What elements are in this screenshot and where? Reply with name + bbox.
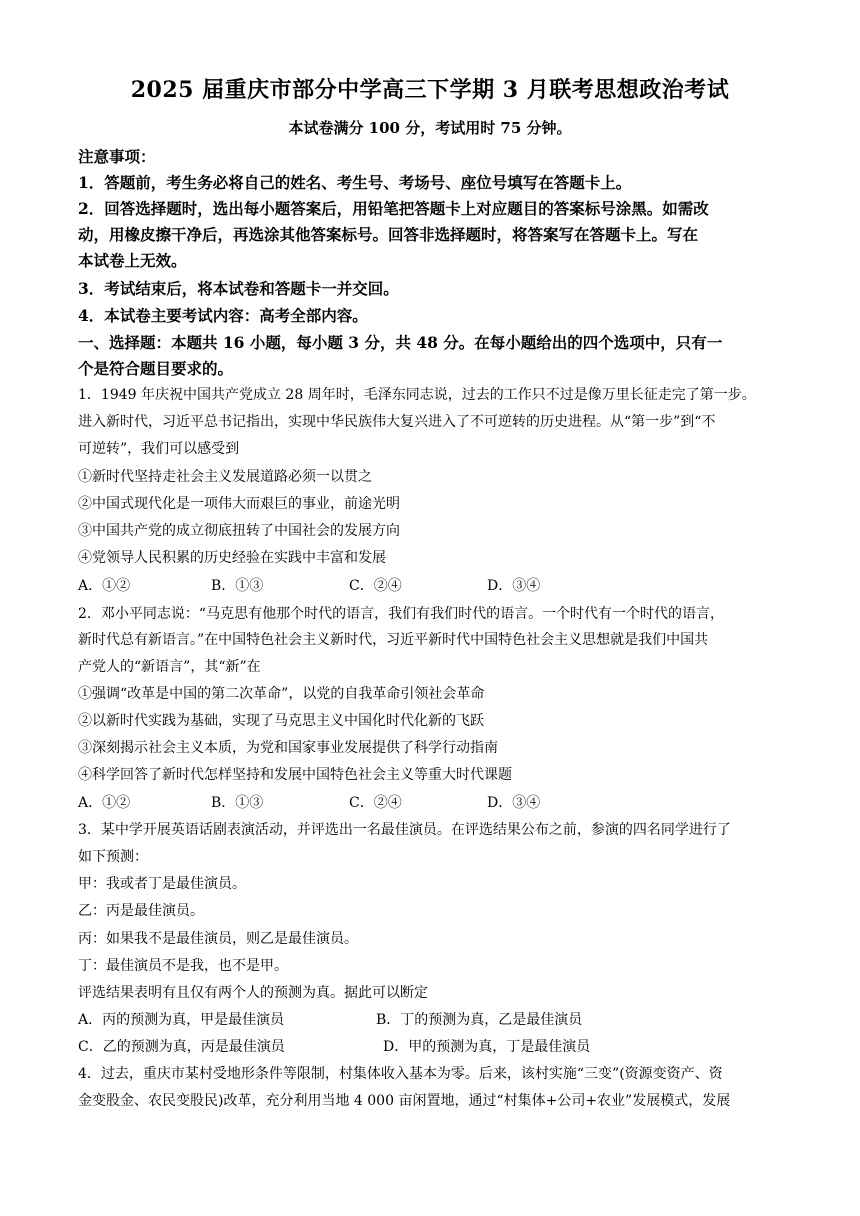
q2-option-a[interactable]: A．①② [78,795,131,811]
q1-stem-line-2: 进入新时代，习近平总书记指出，实现中华民族伟大复兴进入了不可逆转的历史进程。从“第一步”到“不 [78,414,716,430]
q2-stem-line-3: 产党人的“新语言”，其“新”在 [78,659,261,675]
q3-prediction-bing: 丙：如果我不是最佳演员，则乙是最佳演员。 [78,931,358,947]
section-heading-line-1: 一、选择题：本题共 16 小题，每小题 3 分，共 48 分。在每小题给出的四个选项中，只有一 [78,333,723,352]
q3-option-d[interactable]: D．甲的预测为真，丁是最佳演员 [383,1039,591,1055]
q2-statement-4: ④科学回答了新时代怎样坚持和发展中国特色社会主义等重大时代课题 [78,767,512,783]
q1-statement-1: ①新时代坚持走社会主义发展道路必须一以贯之 [78,469,372,485]
q2-stem-line-2: 新时代总有新语言。”在中国特色社会主义新时代，习近平新时代中国特色社会主义思想就是我们中国共 [78,632,709,648]
notice-item-3: 3．考试结束后，将本试卷和答题卡一并交回。 [78,279,399,298]
q2-stem-line-1: 2．邓小平同志说：“马克思有他那个时代的语言，我们有我们时代的语言。一个时代有一个时代的语言， [78,606,725,622]
notice-item-4: 4．本试卷主要考试内容：高考全部内容。 [78,306,368,325]
q1-option-d[interactable]: D．③④ [487,578,541,594]
notice-item-2-line-1: 2．回答选择题时，选出每小题答案后，用铅笔把答题卡上对应题目的答案标号涂黑。如需改 [78,199,709,218]
q3-stem-line-2: 如下预测： [78,849,148,865]
q4-stem-line-1: 4．过去，重庆市某村受地形条件等限制，村集体收入基本为零。后来，该村实施“三变”(资源变资产、资 [78,1066,723,1082]
exam-subtitle: 本试卷满分 100 分，考试用时 75 分钟。 [288,119,572,137]
section-heading-line-2: 个是符合题目要求的。 [78,359,234,378]
q1-statement-4: ④党领导人民积累的历史经验在实践中丰富和发展 [78,550,386,566]
q3-prediction-ding: 丁：最佳演员不是我，也不是甲。 [78,958,288,974]
exam-title: 2025 届重庆市部分中学高三下学期 3 月联考思想政治考试 [130,77,730,103]
q1-option-b[interactable]: B．①③ [211,578,264,594]
notice-heading: 注意事项： [78,147,156,166]
q3-stem-line-1: 3．某中学开展英语话剧表演活动，并评选出一名最佳演员。在评选结果公布之前，参演的四名同学进行了 [78,822,731,838]
q1-option-c[interactable]: C．②④ [349,578,402,594]
q3-prediction-jia: 甲：我或者丁是最佳演员。 [78,876,246,892]
q1-statement-2: ②中国式现代化是一项伟大而艰巨的事业，前途光明 [78,496,400,512]
q2-option-c[interactable]: C．②④ [349,795,402,811]
q1-stem-line-1: 1．1949 年庆祝中国共产党成立 28 周年时，毛泽东同志说，过去的工作只不过是像万里长征走完了第一步。 [78,387,756,403]
notice-item-1: 1．答题前，考生务必将自己的姓名、考生号、考场号、座位号填写在答题卡上。 [78,173,632,192]
q1-stem-line-3: 可逆转”，我们可以感受到 [78,441,240,457]
q4-stem-line-2: 金变股金、农民变股民)改革，充分利用当地 4 000 亩闲置地，通过“村集体+公司+农业”发展模式，发展 [78,1093,731,1109]
q3-option-a[interactable]: A．丙的预测为真，甲是最佳演员 [78,1012,285,1028]
q2-statement-1: ①强调“改革是中国的第二次革命”，以党的自我革命引领社会革命 [78,686,485,702]
q2-option-d[interactable]: D．③④ [487,795,541,811]
q3-option-c[interactable]: C．乙的预测为真，丙是最佳演员 [78,1039,285,1055]
q3-option-b[interactable]: B．丁的预测为真，乙是最佳演员 [376,1012,583,1028]
q1-statement-3: ③中国共产党的成立彻底扭转了中国社会的发展方向 [78,523,400,539]
q1-option-a[interactable]: A．①② [78,578,131,594]
notice-item-2-line-3: 本试卷上无效。 [78,251,187,270]
q2-statement-3: ③深刻揭示社会主义本质，为党和国家事业发展提供了科学行动指南 [78,740,498,756]
q3-prediction-yi: 乙：丙是最佳演员。 [78,903,204,919]
q2-statement-2: ②以新时代实践为基础，实现了马克思主义中国化时代化新的飞跃 [78,713,484,729]
q2-option-b[interactable]: B．①③ [211,795,264,811]
notice-item-2-line-2: 动，用橡皮擦干净后，再选涂其他答案标号。回答非选择题时，将答案写在答题卡上。写在 [78,225,699,244]
q3-stem-line-3: 评选结果表明有且仅有两个人的预测为真。据此可以断定 [78,985,428,1001]
